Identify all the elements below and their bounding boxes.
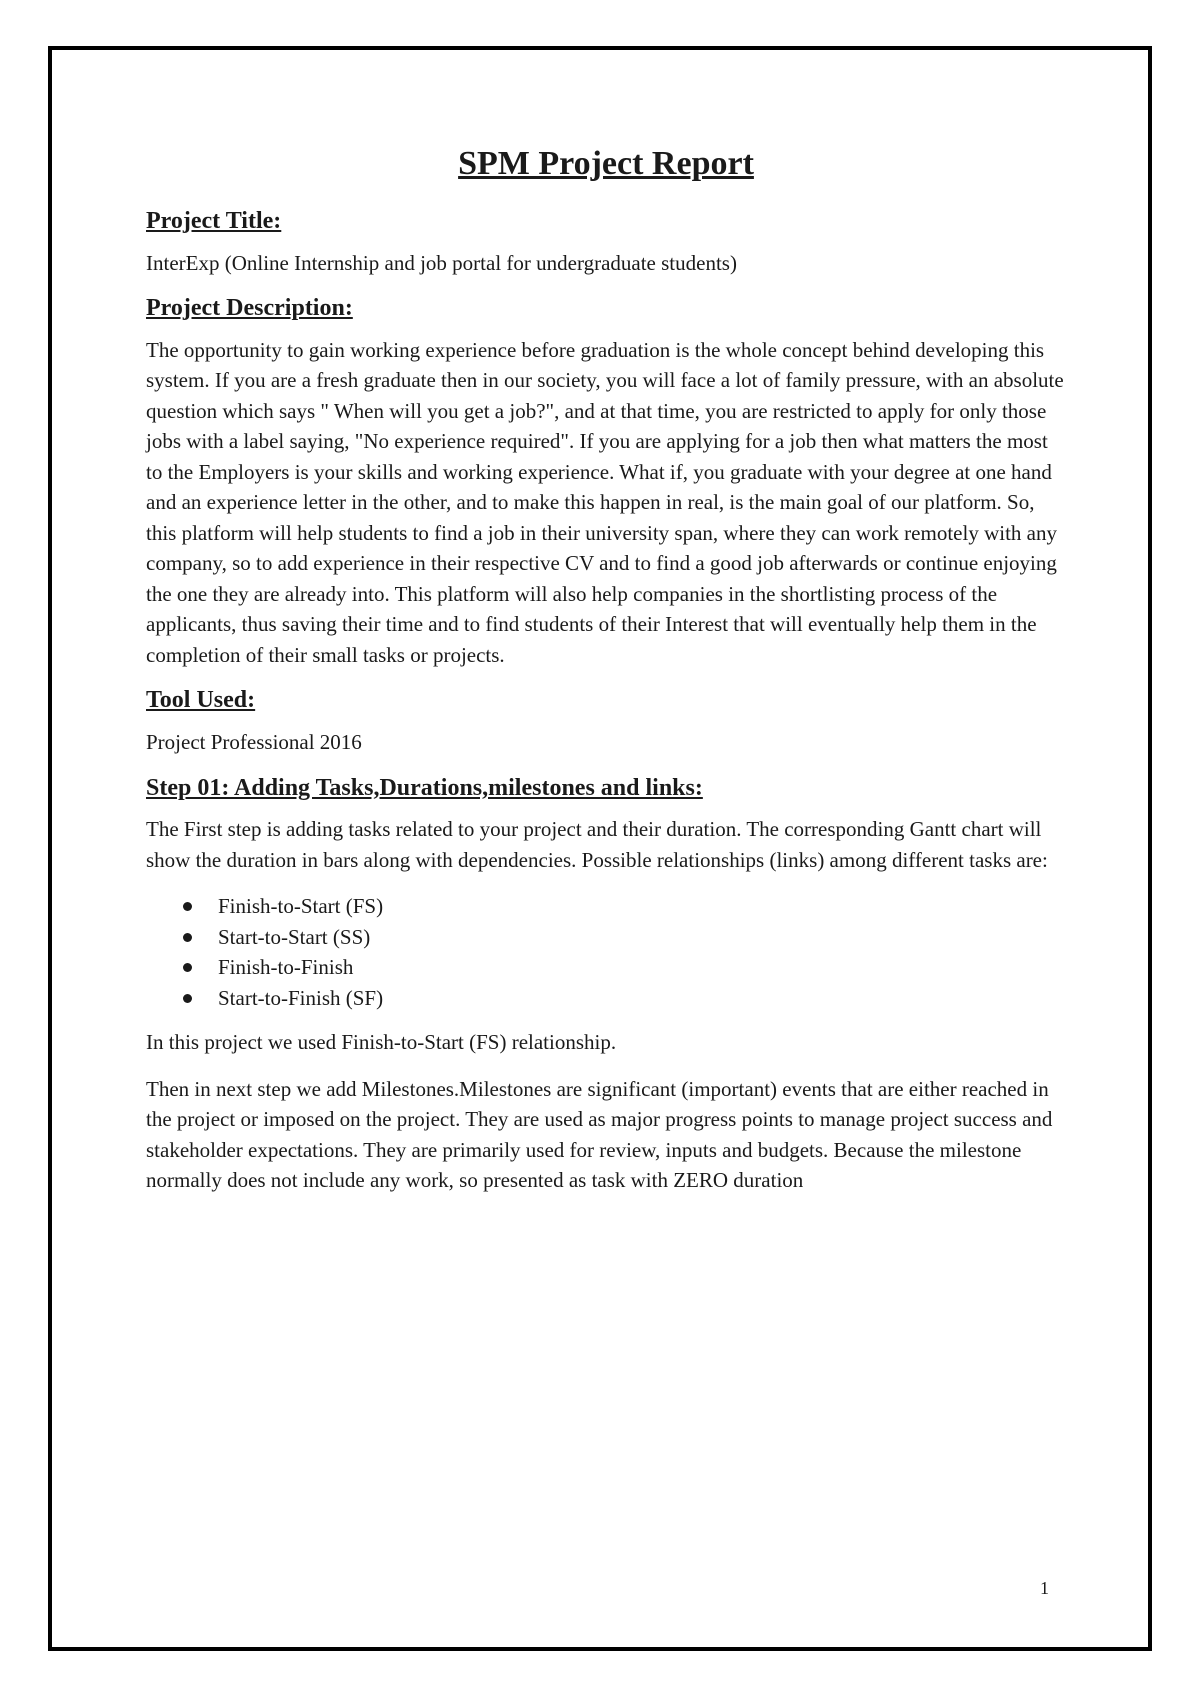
list-item (218, 922, 1066, 953)
project-title-text: InterExp (Online Internship and job portal for undergraduate students) (146, 250, 737, 275)
page-number: 1 (1040, 1578, 1049, 1598)
bullet-icon (183, 994, 192, 1003)
document-body (146, 144, 1066, 1212)
project-description-heading: Project Description: (146, 295, 353, 322)
list-item-label: Finish-to-Start (FS) (218, 894, 384, 919)
milestones-text: Then in next step we add Milestones.Milestones are significant (important) events that are either reached in the project or imposed on the project. They are used as major progress points to manage project success and stakeholder expectations. They are primarily used for review, inputs and budgets. Because the milestone normally does not include any work, so presented as task with ZERO duration (146, 1076, 1053, 1193)
bullet-icon (183, 902, 192, 911)
step-01-heading: Step 01: Adding Tasks,Durations,milestones and links: (146, 774, 703, 801)
bullet-icon (183, 933, 192, 942)
list-item (218, 952, 1066, 983)
relationship-list (146, 891, 1066, 1013)
list-item-label: Start-to-Finish (SF) (218, 985, 384, 1010)
step-01-intro: The First step is adding tasks related to your project and their duration. The corresponding Gantt chart will show the duration in bars along with dependencies. Possible relationships (links) among different tasks are: (146, 817, 1048, 872)
list-item (218, 891, 1066, 922)
list-item-label: Start-to-Start (SS) (218, 924, 371, 949)
used-relationship-text: In this project we used Finish-to-Start (FS) relationship. (146, 1030, 617, 1055)
project-description-text: The opportunity to gain working experience before graduation is the whole concept behind developing this system. If you are a fresh graduate then in our society, you will face a lot of family pressure, with an absolute question which says " When will you get a job?", and at that time, you are restricted to apply for only those jobs with a label saying, "No experience required". If you are applying for a job then what matters the most to the Employers is your skills and working experience. What if, you graduate with your degree at one hand and an experience letter in the other, and to make this happen in real, is the main goal of our platform. So, this platform will help students to find a job in their university span, where they can work remotely with any company, so to add experience in their respective CV and to find a good job afterwards or continue enjoying the one they are already into. This platform will also help companies in the shortlisting process of the applicants, thus saving their time and to find students of their Interest that will eventually help them in the completion of their small tasks or projects. (146, 337, 1064, 667)
list-item (218, 983, 1066, 1014)
list-item-label: Finish-to-Finish (218, 955, 354, 980)
project-title-heading: Project Title: (146, 207, 282, 234)
tool-used-heading: Tool Used: (146, 687, 256, 714)
document-title: SPM Project Report (458, 145, 754, 182)
bullet-icon (183, 963, 192, 972)
tool-used-text: Project Professional 2016 (146, 730, 362, 755)
